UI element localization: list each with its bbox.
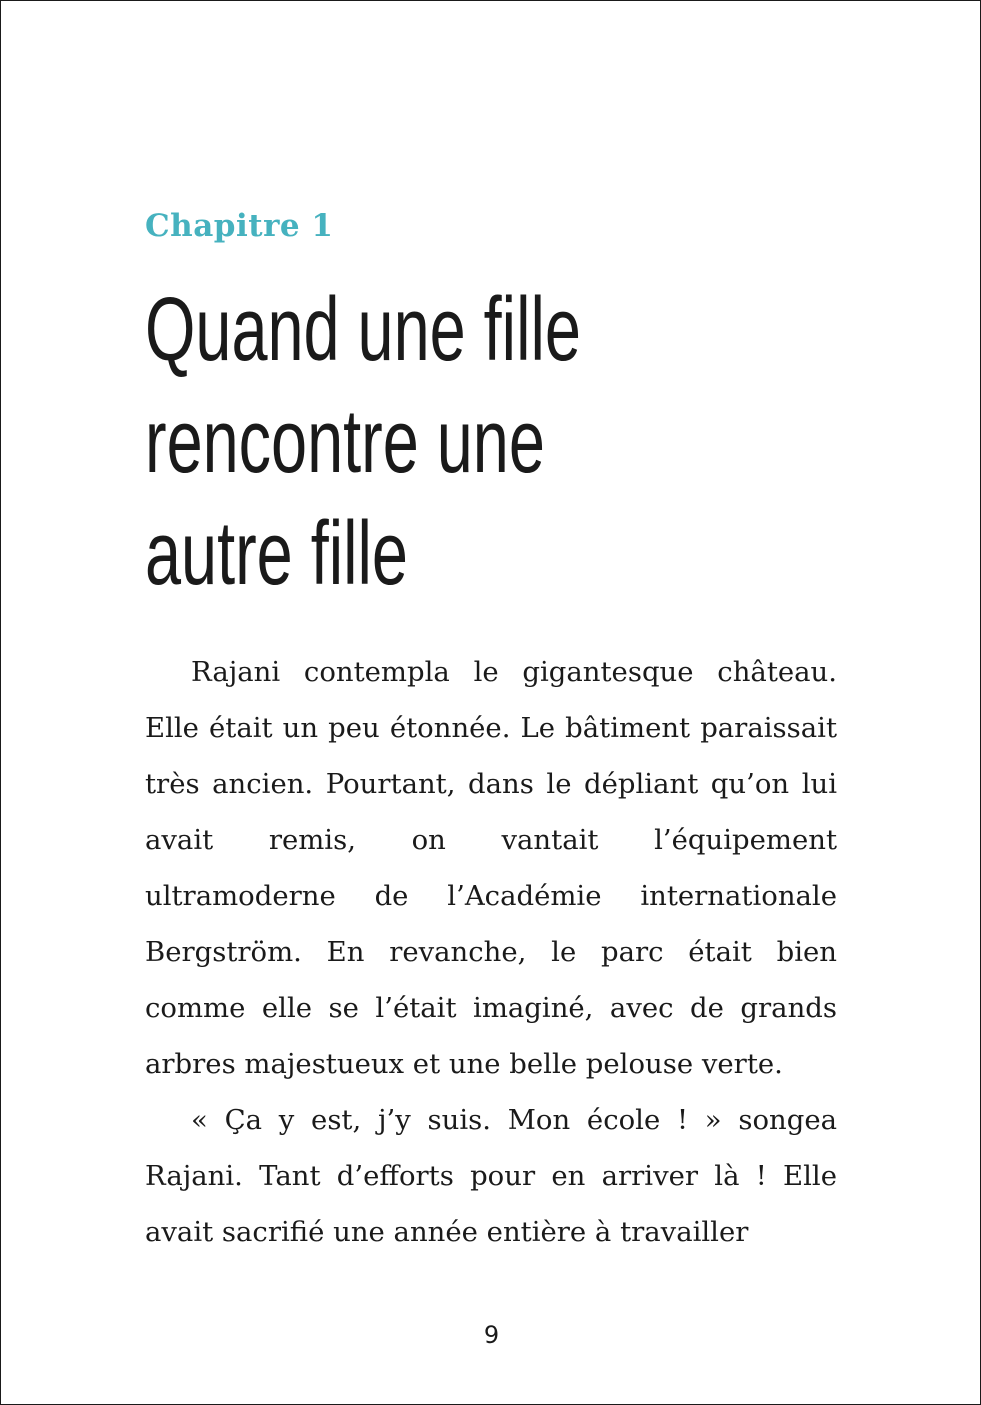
paragraph: Rajani contempla le gigantesque château. Elle était un peu étonnée. Le bâtiment paraissait très ancien. Pourtant, dans le dépliant qu’on lui avait remis, on vantait l’équipement ultramoderne de l’Académie internationale Bergström. En revanche, le parc était bien comme elle se l’était imaginé, avec de grands arbres majestueux et une belle pelouse verte. (145, 656, 837, 1080)
chapter-title (145, 274, 836, 610)
chapter-title-line: rencontre une (145, 392, 545, 492)
chapter-title-line: Quand une fille (145, 280, 581, 380)
page-number: 9 (483, 1321, 500, 1349)
chapter-title-line: autre fille (145, 504, 408, 604)
body-text (145, 644, 837, 1260)
chapter-header (145, 206, 837, 610)
chapter-label: Chapitre 1 (145, 208, 334, 244)
paragraph: « Ça y est, j’y suis. Mon école ! » songea Rajani. Tant d’efforts pour en arriver là ! Elle avait sacrifié une année entière à travailler (145, 1104, 837, 1248)
